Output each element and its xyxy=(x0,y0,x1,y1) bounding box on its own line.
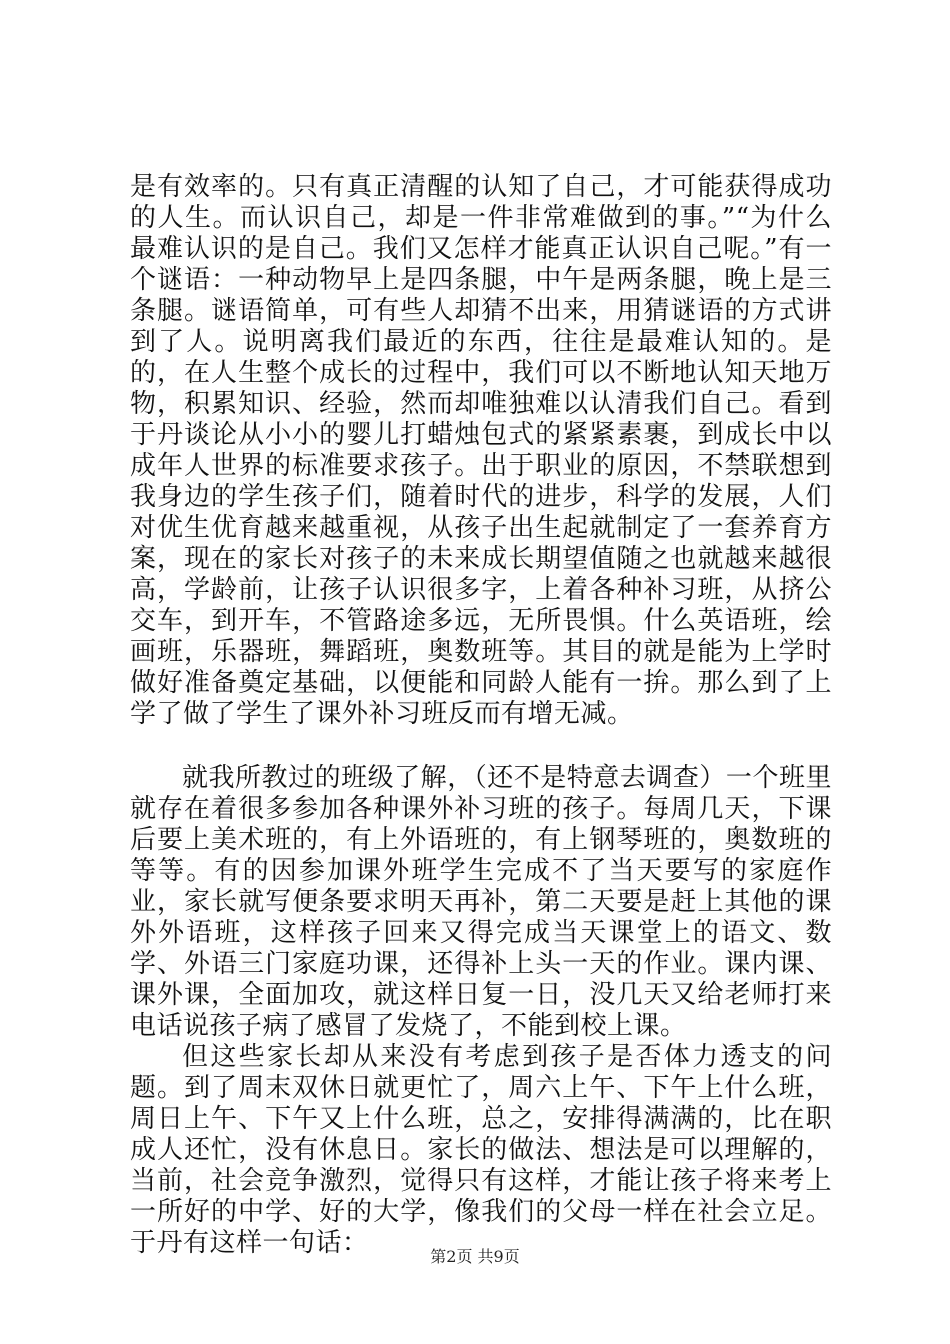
paragraph-3: 但这些家长却从来没有考虑到孩子是否体力透支的问题。到了周末双休日就更忙了，周六上午、下午上什么班，周日上午、下午又上什么班，总之，安排得满满的，比在职成人还忙，没有休息日。家长的做法、想法是可以理解的，当前，社会竞争激烈，觉得只有这样，才能让孩子将来考上一所好的中学、好的大学，像我们的父母一样在社会立足。于丹有这样一句话： xyxy=(130,1042,832,1258)
page-number-label: 第2页 共9页 xyxy=(430,1247,520,1266)
page-footer xyxy=(0,1244,950,1267)
paragraph-2: 就我所教过的班级了解，（还不是特意去调查）一个班里就存在着很多参加各种课外补习班的孩子。每周几天，下课后要上美术班的，有上外语班的，有上钢琴班的，奥数班的等等。有的因参加课外班学生完成不了当天要写的家庭作业，家长就写便条要求明天再补，第二天要是赶上其他的课外外语班，这样孩子回来又得完成当天课堂上的语文、数学、外语三门家庭功课，还得补上头一天的作业。课内课、课外课，全面加攻，就这样日复一日，没几天又给老师打来电话说孩子病了感冒了发烧了，不能到校上课。 xyxy=(130,763,832,1041)
document-body xyxy=(130,172,832,1259)
paragraph-1: 是有效率的。只有真正清醒的认知了自己，才可能获得成功的人生。而认识自己，却是一件非常难做到的事。”“为什么最难认识的是自己。我们又怎样才能真正认识自己呢。”有一个谜语：一种动物早上是四条腿，中午是两条腿，晚上是三条腿。谜语简单，可有些人却猜不出来，用猜谜语的方式讲到了人。说明离我们最近的东西，往往是最难认知的。是的，在人生整个成长的过程中，我们可以不断地认知天地万物，积累知识、经验，然而却唯独难以认清我们自己。看到于丹谈论从小小的婴儿打蜡烛包式的紧紧素裹，到成长中以成年人世界的标准要求孩子。出于职业的原因，不禁联想到我身边的学生孩子们，随着时代的进步，科学的发展，人们对优生优育越来越重视，从孩子出生起就制定了一套养育方案，现在的家长对孩子的未来成长期望值随之也就越来越很高，学龄前，让孩子认识很多字，上着各种补习班，从挤公交车，到开车，不管路途多远，无所畏惧。什么英语班，绘画班，乐器班，舞蹈班，奥数班等。其目的就是能为上学时做好准备奠定基础，以便能和同龄人能有一拚。那么到了上学了做了学生了课外补习班反而有增无减。 xyxy=(130,172,832,729)
